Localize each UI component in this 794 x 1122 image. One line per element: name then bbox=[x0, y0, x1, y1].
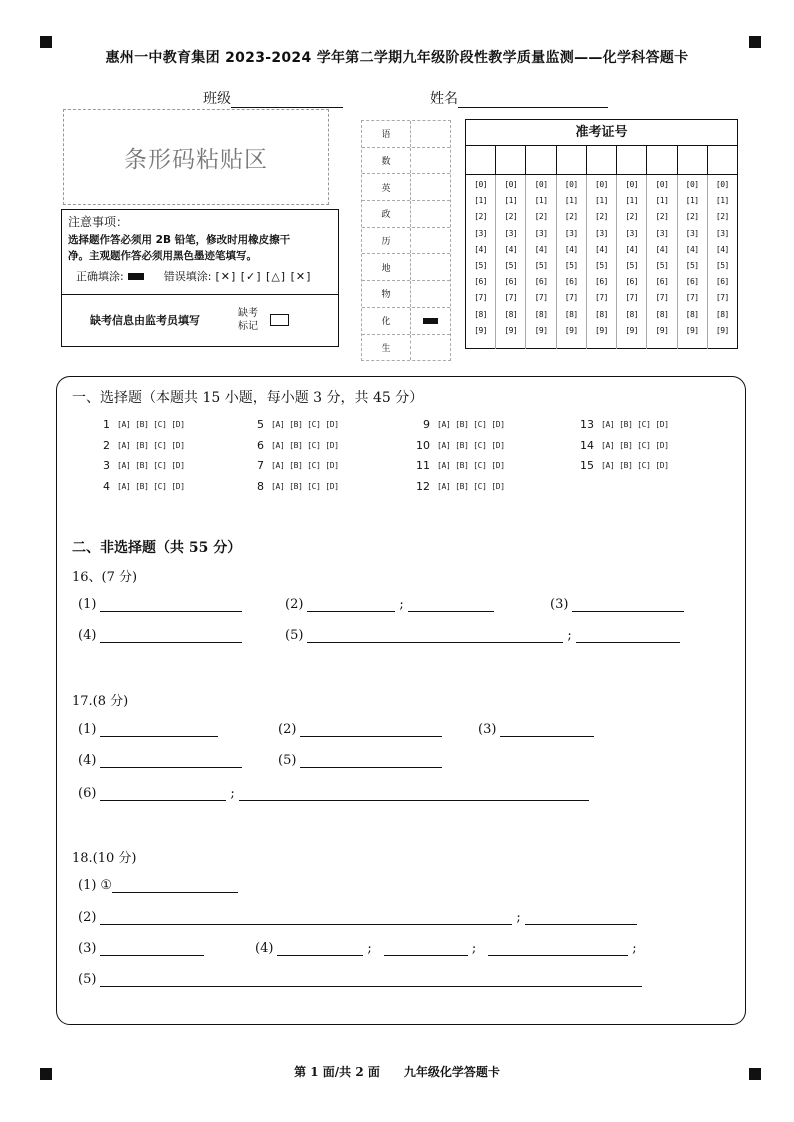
mcq-number: 5 bbox=[257, 418, 264, 431]
exam-id-bubble[interactable]: [6] bbox=[715, 277, 729, 287]
subject-mark-cell[interactable] bbox=[411, 148, 450, 174]
q18-blank-4[interactable]: (4) ; ; ; bbox=[255, 941, 637, 956]
class-input-line[interactable] bbox=[231, 93, 343, 108]
subject-name: 英 bbox=[362, 174, 411, 200]
q18-blank-3[interactable]: (3) bbox=[78, 941, 204, 956]
q16-blank-5[interactable]: (5) ; bbox=[285, 628, 680, 643]
q17-title: 17.(8 分) bbox=[72, 694, 129, 709]
mcq-question[interactable] bbox=[412, 439, 505, 452]
mcq-question[interactable] bbox=[92, 480, 185, 493]
subject-row[interactable] bbox=[362, 148, 450, 175]
exam-id-bubble[interactable]: [0] bbox=[564, 180, 578, 189]
exam-id-column bbox=[678, 175, 708, 349]
exam-id-bubble[interactable]: [9] bbox=[504, 325, 518, 335]
subject-row[interactable] bbox=[362, 281, 450, 308]
exam-id-bubble[interactable]: [3] bbox=[685, 228, 699, 238]
subject-name: 地 bbox=[362, 254, 411, 280]
exam-id-column bbox=[496, 175, 526, 349]
q18-blank-5[interactable]: (5) bbox=[78, 972, 642, 987]
exam-id-write-box[interactable] bbox=[466, 146, 496, 174]
subject-row[interactable] bbox=[362, 174, 450, 201]
exam-id-bubble[interactable]: [3] bbox=[625, 228, 639, 238]
mcq-question[interactable] bbox=[412, 459, 505, 472]
class-field[interactable] bbox=[203, 88, 343, 108]
exam-id-bubble[interactable]: [1] bbox=[715, 196, 729, 206]
notice-line-1: 选择题作答必须用 2B 铅笔，修改时用橡皮擦干 bbox=[68, 234, 291, 246]
q17-blank-1[interactable]: (1) bbox=[78, 722, 218, 737]
notice-title: 注意事项： bbox=[68, 215, 129, 229]
exam-id-bubble[interactable]: [8] bbox=[564, 309, 578, 319]
q16-blank-1[interactable]: (1) bbox=[78, 597, 242, 612]
exam-id-bubble[interactable]: [6] bbox=[625, 277, 639, 287]
class-label: 班级 bbox=[203, 91, 231, 107]
exam-id-write-box[interactable] bbox=[678, 146, 708, 174]
exam-id-bubble[interactable]: [7] bbox=[625, 293, 639, 303]
exam-id-bubble[interactable]: [9] bbox=[625, 325, 639, 335]
mcq-options[interactable]: [A] [B] [C] [D] bbox=[271, 440, 339, 450]
correct-fill-example bbox=[128, 273, 144, 280]
exam-id-bubble[interactable]: [3] bbox=[655, 228, 669, 238]
exam-id-bubble[interactable]: [6] bbox=[534, 277, 548, 287]
exam-id-bubble[interactable]: [5] bbox=[625, 261, 639, 271]
subject-filled-mark bbox=[423, 318, 438, 324]
mcq-question[interactable] bbox=[92, 439, 185, 452]
mcq-number: 3 bbox=[103, 459, 110, 472]
absent-label-2: 标记 bbox=[238, 321, 258, 332]
exam-id-bubble[interactable]: [7] bbox=[504, 293, 518, 303]
subject-name: 物 bbox=[362, 281, 411, 307]
mcq-question[interactable] bbox=[576, 418, 669, 431]
mcq-options[interactable]: [A] [B] [C] [D] bbox=[117, 440, 185, 450]
mcq-question[interactable] bbox=[246, 418, 339, 431]
exam-id-bubble[interactable]: [9] bbox=[564, 325, 578, 335]
subject-row[interactable] bbox=[362, 335, 450, 361]
mcq-number: 2 bbox=[103, 438, 110, 452]
barcode-label: 条形码粘贴区 bbox=[124, 146, 268, 173]
exam-id-write-box[interactable] bbox=[617, 146, 647, 174]
q18-blank-2[interactable]: (2) ; bbox=[78, 910, 637, 925]
mcq-options[interactable]: [A] [B] [C] [D] bbox=[271, 461, 339, 470]
mcq-number: 13 bbox=[580, 418, 594, 431]
mcq-number: 9 bbox=[423, 418, 430, 431]
mcq-number: 15 bbox=[580, 459, 594, 472]
absent-mark-box[interactable] bbox=[270, 314, 289, 326]
exam-id-bubble[interactable]: [2] bbox=[685, 212, 699, 222]
mcq-number: 12 bbox=[416, 479, 430, 493]
subject-mark-cell[interactable] bbox=[411, 201, 450, 227]
absent-info-label: 缺考信息由监考员填写 bbox=[90, 314, 200, 327]
q16-blank-2[interactable]: (2) ; bbox=[285, 597, 494, 612]
mcq-options[interactable]: [A] [B] [C] [D] bbox=[601, 420, 669, 429]
mcq-question[interactable] bbox=[246, 439, 339, 452]
exam-id-bubble[interactable]: [4] bbox=[655, 244, 669, 254]
correct-fill-label: 正确填涂: bbox=[76, 270, 124, 283]
subject-selector bbox=[361, 120, 451, 361]
exam-id-bubble[interactable]: [0] bbox=[715, 180, 729, 189]
q16-blank-3[interactable]: (3) bbox=[550, 597, 684, 612]
subject-mark-cell[interactable] bbox=[411, 281, 450, 307]
exam-id-bubble[interactable]: [9] bbox=[474, 325, 488, 335]
exam-id-bubble[interactable]: [1] bbox=[625, 196, 639, 206]
exam-id-bubble[interactable]: [2] bbox=[534, 212, 548, 222]
subject-mark-cell[interactable] bbox=[411, 228, 450, 254]
mcq-options[interactable]: [A] [B] [C] [D] bbox=[437, 440, 505, 450]
exam-id-bubble[interactable]: [0] bbox=[625, 180, 639, 189]
subject-name: 生 bbox=[362, 335, 411, 361]
subject-name: 历 bbox=[362, 228, 411, 254]
exam-id-bubble[interactable]: [4] bbox=[685, 244, 699, 254]
exam-id-bubble[interactable]: [9] bbox=[685, 325, 699, 335]
mcq-options[interactable]: [A] [B] [C] [D] bbox=[117, 420, 185, 429]
exam-id-bubble[interactable]: [7] bbox=[564, 293, 578, 303]
q18-title: 18.(10 分) bbox=[72, 851, 137, 866]
exam-id-bubble[interactable]: [7] bbox=[534, 293, 548, 303]
exam-id-bubble[interactable]: [0] bbox=[474, 180, 488, 189]
exam-id-write-box[interactable] bbox=[526, 146, 556, 174]
subject-row[interactable] bbox=[362, 254, 450, 281]
exam-id-column bbox=[557, 175, 587, 349]
q16-title: 16、(7 分) bbox=[72, 570, 138, 585]
subject-name: 语 bbox=[362, 121, 411, 147]
q16-blank-4[interactable]: (4) bbox=[78, 628, 242, 643]
exam-id-bubble[interactable]: [2] bbox=[474, 212, 488, 222]
exam-id-bubble[interactable]: [3] bbox=[504, 228, 518, 238]
mcq-options[interactable]: [A] [B] [C] [D] bbox=[271, 481, 339, 491]
name-field[interactable] bbox=[430, 88, 608, 108]
answer-panel bbox=[56, 376, 746, 1025]
subject-row[interactable] bbox=[362, 121, 450, 148]
subject-name: 政 bbox=[362, 201, 411, 227]
exam-id-bubble[interactable]: [7] bbox=[685, 293, 699, 303]
mcq-number: 7 bbox=[257, 459, 264, 472]
mcq-options[interactable]: [A] [B] [C] [D] bbox=[271, 420, 339, 429]
mcq-options[interactable]: [A] [B] [C] [D] bbox=[601, 440, 669, 450]
exam-id-bubble[interactable]: [8] bbox=[625, 309, 639, 319]
exam-id-bubble[interactable]: [5] bbox=[715, 261, 729, 271]
mcq-options[interactable]: [A] [B] [C] [D] bbox=[437, 481, 505, 491]
exam-id-bubble[interactable]: [6] bbox=[685, 277, 699, 287]
mcq-question[interactable] bbox=[92, 418, 185, 431]
q17-blank-5[interactable]: (5) bbox=[278, 753, 442, 768]
exam-id-bubble[interactable]: [6] bbox=[564, 277, 578, 287]
exam-id-bubble[interactable]: [4] bbox=[534, 244, 548, 254]
subject-row[interactable] bbox=[362, 201, 450, 228]
q17-blank-4[interactable]: (4) bbox=[78, 753, 242, 768]
exam-id-write-box[interactable] bbox=[708, 146, 737, 174]
exam-id-bubble[interactable]: [8] bbox=[715, 309, 729, 319]
exam-id-bubble[interactable]: [9] bbox=[534, 325, 548, 335]
exam-id-bubble[interactable]: [0] bbox=[504, 180, 518, 189]
section2-title: 二、非选择题（共 55 分） bbox=[72, 540, 242, 556]
mcq-number: 14 bbox=[580, 438, 594, 452]
wrong-fill-label: 错误填涂: bbox=[163, 270, 212, 283]
exam-id-bubble[interactable]: [2] bbox=[504, 212, 518, 222]
exam-id-bubble[interactable]: [6] bbox=[474, 277, 488, 287]
exam-id-write-box[interactable] bbox=[587, 146, 617, 174]
notice-box bbox=[61, 209, 339, 347]
exam-id-bubble[interactable]: [3] bbox=[715, 228, 729, 238]
exam-id-bubble[interactable]: [4] bbox=[474, 244, 488, 254]
q17-blank-6[interactable]: (6) ; bbox=[78, 786, 589, 801]
exam-id-column bbox=[647, 175, 677, 349]
exam-id-bubble[interactable]: [1] bbox=[595, 196, 608, 206]
exam-id-bubble[interactable]: [5] bbox=[474, 261, 488, 271]
exam-id-write-box[interactable] bbox=[557, 146, 587, 174]
mcq-question[interactable] bbox=[246, 480, 339, 493]
exam-id-bubble[interactable]: [7] bbox=[715, 293, 729, 303]
exam-id-write-box[interactable] bbox=[496, 146, 526, 174]
mcq-number: 6 bbox=[257, 438, 264, 452]
mcq-options[interactable]: [A] [B] [C] [D] bbox=[601, 461, 669, 470]
notice-line-2: 净。主观题作答必须用黑色墨迹笔填写。 bbox=[68, 250, 257, 262]
mcq-options[interactable]: [A] [B] [C] [D] bbox=[117, 481, 185, 491]
page-footer bbox=[0, 1063, 794, 1080]
name-label: 姓名 bbox=[430, 91, 458, 107]
mcq-question[interactable] bbox=[412, 418, 505, 431]
exam-id-bubble[interactable]: [4] bbox=[504, 244, 518, 254]
mcq-number: 10 bbox=[416, 438, 430, 452]
exam-id-bubble[interactable]: [2] bbox=[655, 212, 669, 222]
exam-id-column bbox=[587, 175, 617, 349]
exam-id-bubble[interactable]: [6] bbox=[595, 277, 608, 287]
mcq-question[interactable] bbox=[412, 480, 505, 493]
exam-id-bubble[interactable]: [5] bbox=[504, 261, 518, 271]
exam-id-bubble[interactable]: [7] bbox=[595, 293, 608, 303]
mcq-options[interactable]: [A] [B] [C] [D] bbox=[117, 461, 185, 470]
footer-name: 九年级化学答题卡 bbox=[403, 1065, 500, 1079]
footer-page: 第 1 面/共 2 面 bbox=[294, 1065, 380, 1079]
exam-id-bubble[interactable]: [1] bbox=[685, 196, 699, 206]
exam-id-bubble[interactable]: [4] bbox=[715, 244, 729, 254]
mcq-options[interactable]: [A] [B] [C] [D] bbox=[437, 461, 505, 470]
exam-id-bubble[interactable]: [2] bbox=[715, 212, 729, 222]
exam-id-bubble[interactable]: [5] bbox=[564, 261, 578, 271]
mcq-number: 4 bbox=[103, 479, 110, 493]
mcq-number: 1 bbox=[103, 418, 110, 431]
page-title: 惠州一中教育集团 2023-2024 学年第二学期九年级阶段性教学质量监测——化学科答题卡 bbox=[105, 50, 689, 66]
exam-id-column bbox=[708, 175, 737, 349]
exam-id-bubble[interactable]: [1] bbox=[504, 196, 518, 206]
exam-id-bubble[interactable]: [5] bbox=[685, 261, 699, 271]
exam-id-bubble[interactable]: [3] bbox=[595, 228, 608, 238]
exam-id-bubble[interactable]: [5] bbox=[534, 261, 548, 271]
exam-id-bubble[interactable]: [3] bbox=[564, 228, 578, 238]
exam-id-column bbox=[466, 175, 496, 349]
exam-id-bubble[interactable]: [7] bbox=[655, 293, 669, 303]
subject-mark-cell[interactable] bbox=[411, 254, 450, 280]
exam-id-bubble[interactable]: [3] bbox=[534, 228, 548, 238]
exam-id-bubble[interactable]: [0] bbox=[595, 180, 608, 189]
subject-mark-cell[interactable] bbox=[411, 335, 450, 361]
exam-id-bubble[interactable]: [0] bbox=[534, 180, 548, 189]
subject-name: 数 bbox=[362, 148, 411, 174]
exam-id-bubble[interactable]: [2] bbox=[625, 212, 639, 222]
exam-id-bubble[interactable]: [8] bbox=[504, 309, 518, 319]
mcq-options[interactable]: [A] [B] [C] [D] bbox=[437, 420, 505, 429]
exam-id-write-box[interactable] bbox=[647, 146, 677, 174]
subject-name: 化 bbox=[362, 308, 411, 334]
q18-blank-1[interactable]: (1) ① bbox=[78, 878, 238, 893]
exam-id-bubble[interactable]: [2] bbox=[564, 212, 578, 222]
exam-id-grid bbox=[465, 119, 738, 349]
subject-mark-cell[interactable] bbox=[411, 308, 450, 334]
exam-id-bubble[interactable]: [0] bbox=[685, 180, 699, 189]
mcq-question[interactable] bbox=[576, 459, 669, 472]
exam-id-bubble[interactable]: [5] bbox=[595, 261, 608, 271]
mcq-question[interactable] bbox=[576, 439, 669, 452]
exam-id-bubble[interactable]: [4] bbox=[564, 244, 578, 254]
exam-id-bubble[interactable]: [4] bbox=[595, 244, 608, 254]
section1-title: 一、选择题（本题共 15 小题，每小题 3 分，共 45 分） bbox=[72, 390, 424, 406]
name-input-line[interactable] bbox=[458, 93, 608, 108]
mcq-question[interactable] bbox=[246, 459, 339, 472]
barcode-area bbox=[63, 109, 329, 205]
exam-id-bubble[interactable]: [0] bbox=[655, 180, 669, 189]
exam-id-bubble[interactable]: [6] bbox=[655, 277, 669, 287]
exam-id-bubble[interactable]: [4] bbox=[625, 244, 639, 254]
exam-id-bubble[interactable]: [9] bbox=[595, 325, 608, 335]
q17-blank-3[interactable]: (3) bbox=[478, 722, 594, 737]
exam-id-bubble[interactable]: [3] bbox=[474, 228, 488, 238]
absent-label-1: 缺考 bbox=[238, 308, 258, 319]
exam-id-column bbox=[617, 175, 647, 349]
exam-id-bubble[interactable]: [9] bbox=[715, 325, 729, 335]
exam-id-bubble[interactable]: [5] bbox=[655, 261, 669, 271]
exam-id-bubble[interactable]: [2] bbox=[595, 212, 608, 222]
mcq-question[interactable] bbox=[92, 459, 185, 472]
exam-id-bubble[interactable]: [9] bbox=[655, 325, 669, 335]
exam-id-bubble[interactable]: [8] bbox=[685, 309, 699, 319]
exam-id-bubble[interactable]: [8] bbox=[655, 309, 669, 319]
wrong-fill-examples: [✕] [✓] [△] [✕] bbox=[215, 269, 312, 283]
exam-id-bubble[interactable]: [6] bbox=[504, 277, 518, 287]
exam-id-bubble[interactable]: [8] bbox=[474, 309, 488, 319]
subject-mark-cell[interactable] bbox=[411, 121, 450, 147]
exam-id-bubble[interactable]: [1] bbox=[564, 196, 578, 206]
mcq-number: 8 bbox=[257, 479, 264, 493]
mcq-number: 11 bbox=[416, 459, 430, 472]
exam-id-bubble[interactable]: [8] bbox=[534, 309, 548, 319]
exam-id-bubble[interactable]: [1] bbox=[474, 196, 488, 206]
subject-row[interactable] bbox=[362, 308, 450, 335]
exam-id-bubble[interactable]: [8] bbox=[595, 309, 608, 319]
exam-id-bubble[interactable]: [7] bbox=[474, 293, 488, 303]
subject-row[interactable] bbox=[362, 228, 450, 255]
exam-id-title: 准考证号 bbox=[466, 120, 737, 146]
exam-id-bubble[interactable]: [1] bbox=[655, 196, 669, 206]
q17-blank-2[interactable]: (2) bbox=[278, 722, 442, 737]
exam-id-column bbox=[526, 175, 556, 349]
exam-id-bubble[interactable]: [1] bbox=[534, 196, 548, 206]
subject-mark-cell[interactable] bbox=[411, 174, 450, 200]
